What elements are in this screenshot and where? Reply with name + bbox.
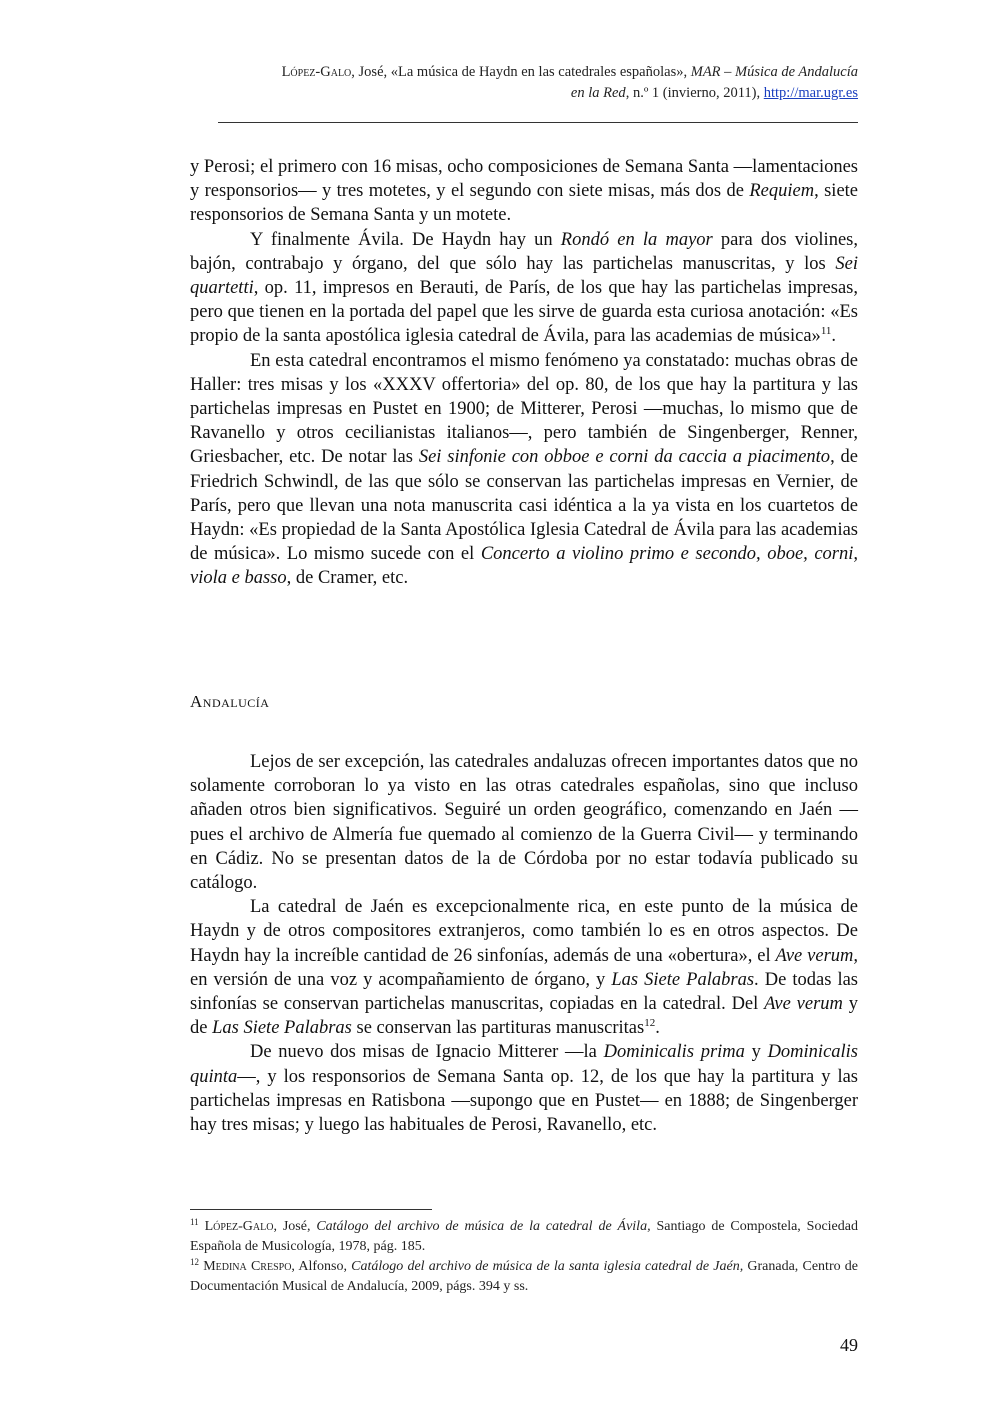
paragraph: Lejos de ser excepción, las catedrales andaluzas ofrecen importantes datos que no solamente corroboran lo ya visto en las otras catedrales españolas, sino que incluso añaden otros bien significativos. Seguiré un orden geográfico, comenzando en Jaén —pues el archivo de Almería fue quemado al comienzo de la Guerra Civil— y terminando en Cádiz. No se presentan datos de la de Córdoba por no estar todavía publicado su catálogo. xyxy=(190,752,858,894)
header-article-title: «La música de Haydn en las catedrales españolas», xyxy=(390,64,691,80)
header-issue-details: , n.º 1 (invierno, 2011), xyxy=(625,85,764,101)
paragraph xyxy=(190,155,858,228)
footnote-ref-12[interactable]: 12 xyxy=(644,1017,656,1030)
text-run: , siete responsorios de Semana Santa y un motete. xyxy=(190,181,859,226)
italic-title: Dominicalis prima xyxy=(603,1042,745,1063)
text-run: , de Friedrich Schwindl, de las que sólo se conservan las partichelas impresas en Vernier, de París, pero que llevan una nota manuscrita casi idéntica a la ya vista en los cuartetos de Haydn: «Es propiedad de la Santa Apostólica Iglesia Catedral de Ávila para las academias de música». Lo mismo sucede con el xyxy=(190,447,858,565)
footnote-author: Medina Crespo xyxy=(203,1259,292,1274)
footnote-number: 12 xyxy=(190,1257,199,1267)
footnote-11 xyxy=(190,1217,858,1257)
text-run: , de Cramer, etc. xyxy=(286,568,409,589)
italic-title: Las Siete Palabras xyxy=(611,969,755,990)
page-number: 49 xyxy=(840,1335,858,1355)
text-run: , José, xyxy=(273,1219,317,1234)
text-run: Santiago de Compostela, Sociedad Española de Musicología, 1978, pág. 185. xyxy=(190,1219,858,1254)
text-run: y de xyxy=(190,994,858,1039)
body-text-avila xyxy=(190,155,858,591)
footnote-ref-11[interactable]: 11 xyxy=(820,325,832,338)
text-run: se conservan las partituras manuscritas xyxy=(351,1018,645,1039)
italic-title: Sei quartetti xyxy=(190,253,858,299)
paragraph xyxy=(190,895,858,1040)
section-heading: Andalucía xyxy=(190,692,270,711)
body-text-andalucia xyxy=(190,750,858,1137)
text-run: , Alfonso, xyxy=(291,1259,352,1274)
italic-title: Las Siete Palabras xyxy=(212,1018,352,1039)
footnote-title: Catálogo del archivo de música de la catedral de Ávila, xyxy=(316,1219,651,1234)
italic-title: Concerto a violino primo e secondo, oboe, corni, viola e basso xyxy=(190,544,858,589)
running-header xyxy=(190,62,858,104)
italic-title: Dominicalis quinta xyxy=(190,1042,859,1087)
text-run: , op. 11, impresos en Berauti, de París, de los que hay las partichelas impresas, pero que tienen en la portada del papel que les sirve de guarda esta curiosa anotación: «Es propio de la santa apostólica iglesia catedral de Ávila, para las academias de música» xyxy=(190,278,858,347)
running-header-line-2 xyxy=(190,83,858,104)
running-header-line-1 xyxy=(190,62,858,83)
paragraph xyxy=(190,228,858,349)
paragraph xyxy=(190,1040,858,1137)
footnote-author: López-Galo xyxy=(204,1219,274,1234)
paragraph xyxy=(190,349,858,591)
header-author-first: José, xyxy=(354,64,391,80)
header-journal-name: MAR – Música de Andalucía xyxy=(690,64,858,80)
text-run: . xyxy=(655,1018,660,1039)
header-author-surname: López-Galo, xyxy=(281,64,355,80)
italic-title: Requiem xyxy=(749,181,815,202)
italic-title: Rondó en la mayor xyxy=(560,229,713,250)
header-rule xyxy=(218,122,858,123)
italic-title: Sei sinfonie con obboe e corni da caccia a piacimento xyxy=(418,447,831,468)
text-run: y xyxy=(744,1042,768,1063)
footnote-rule xyxy=(190,1209,432,1210)
text-run: En esta catedral encontramos el mismo fenómeno ya constatado: muchas obras de Haller: tres misas y los «XXXV offertoria» del op. 80, de los que hay la partitura y las partichelas impresas en Pustet en 1900; de Mitterer, Perosi —muchas, lo mismo que de Ravanello y otros cecilianistas italianos—, pero también de Singenberger, Renner, Griesbacher, etc. De notar las xyxy=(190,350,858,468)
footnote-12 xyxy=(190,1257,858,1297)
text-run: . xyxy=(831,326,837,347)
footnote-title: Catálogo del archivo de música de la santa iglesia catedral de Jaén, xyxy=(351,1259,744,1274)
text-run: De nuevo dos misas de Ignacio Mitterer —la xyxy=(250,1042,604,1063)
footnote-number: 11 xyxy=(190,1217,199,1227)
text-run: en versión de una voz y acompañamiento de órgano, y xyxy=(190,969,612,990)
text-run: . De todas las sinfonías se conservan partichelas manuscritas, copiadas en la catedral. Del xyxy=(190,969,859,1015)
text-run: Granada, Centro de Documentación Musical de Andalucía, 2009, págs. 394 y ss. xyxy=(190,1259,859,1294)
italic-title: Ave verum, xyxy=(775,945,859,966)
text-run: para dos violines, bajón, contrabajo y órgano, del que sólo hay las partichelas manuscritas, y los xyxy=(190,229,858,274)
header-journal-name-cont: en la Red xyxy=(570,85,626,101)
text-run: y Perosi; el primero con 16 misas, ocho composiciones de Semana Santa —lamentaciones y responsorios— y tres motetes, y el segundo con siete misas, más dos de xyxy=(190,157,858,202)
header-url-link[interactable]: http://mar.ugr.es xyxy=(763,85,858,101)
text-run: La catedral de Jaén es excepcionalmente rica, en este punto de la música de Haydn y de otros compositores extranjeros, como también lo es en otros aspectos. De Haydn hay la increíble cantidad de 26 sinfonías, además de una «obertura», el xyxy=(190,897,858,966)
text-run: —, y los responsorios de Semana Santa op. 12, de los que hay la partitura y las partichelas impresas en Ratisbona —supongo que en Pustet— en 1888; de Singenberger hay tres misas; y luego las habituales de Perosi, Ravanello, etc. xyxy=(190,1066,858,1136)
footnotes xyxy=(190,1217,858,1297)
text-run: Y finalmente Ávila. De Haydn hay un xyxy=(250,229,561,250)
italic-title: Ave verum xyxy=(764,994,843,1015)
